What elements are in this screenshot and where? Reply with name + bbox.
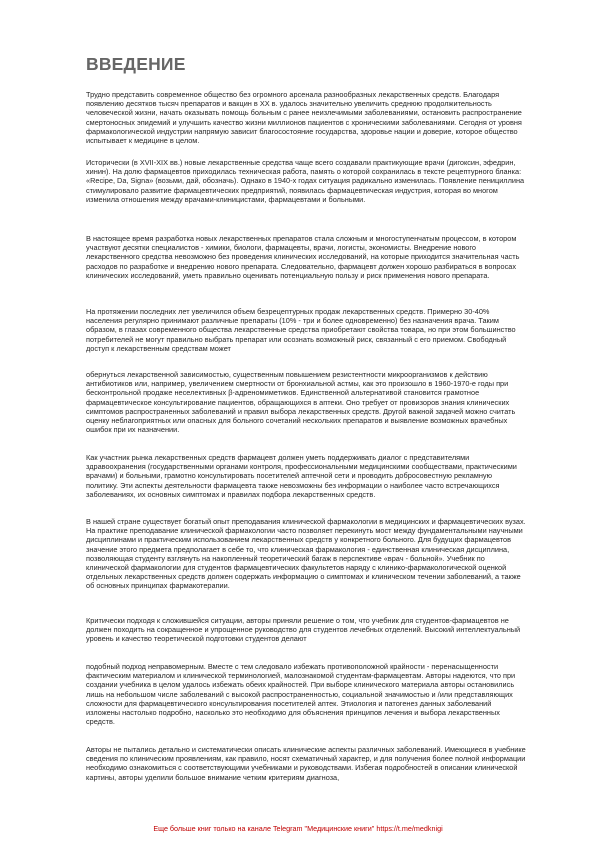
paragraph-3: В настоящее время разработка новых лекарственных препаратов стала сложным и многоступенчатым процессом, в котором участвуют десятки специалистов - химики, биологи, фармацевты, врачи, логисты, экономисты. Внедрение нового лекарственного средства невозможно без проведения клинических исследований, на которые приходится значительная часть расходов по разработке и внедрению нового препарата. Следовательно, фармацевт должен хорошо разбираться в вопросах клинических исследований, уметь правильно оценивать потенциальную пользу и риск применения нового препарата. (86, 234, 520, 280)
paragraph-10: Авторы не пытались детально и систематически описать клинические аспекты различных заболеваний. Имеющиеся в учебнике сведения по клиническим проявлениям, как правило, носят схематичный характер, и для получения более полной информации необходимо ознакомиться с соответствующими учебниками и руководствами. Избегая подробностей в описании клинической картины, авторы уделили большое внимание четким критериям диагноза, (86, 745, 526, 782)
paragraph-9: подобный подход неправомерным. Вместе с тем следовало избежать противоположной крайности - перенасыщенности фактическим материалом и клинической терминологией, малознакомой студентам-фармацевтам. Авторы надеются, что при создании учебника в целом удалось избежать обеих крайностей. При выборе клинического материала авторы остановились лишь на небольшом числе заболеваний с высокой распространенностью, социальной значимостью и /или представляющих сложности для фармацевтического консультирования посетителей аптек. Этиология и патогенез данных заболеваний изложены настолько подробно, насколько это необходимо для объяснения принципов лечения и выбора лекарственных средств. (86, 662, 516, 727)
paragraph-5: обернуться лекарственной зависимостью, существенным повышением резистентности микроорганизмов к действию антибиотиков или, например, увеличением смертности от бронхиальной астмы, как это произошло в 1960-1970-е годы при бесконтрольной продаже неселективных β-адреномиметиков. Единственной альтернативой становится грамотное фармацевтическое консультирование пациентов, обращающихся в аптеки. Оно требует от провизоров знания клинических симптомов распространенных заболеваний и правил выбора лекарственных средств. Другой важной задачей можно считать оценку неблагоприятных или опасных для больного сочетаний нескольких препаратов и выявление возможных врачебных ошибок при их назначении. (86, 370, 516, 435)
paragraph-8: Критически подходя к сложившейся ситуации, авторы приняли решение о том, что учебник для студентов-фармацевтов не должен походить на сокращенное и упрощенное руководство для студентов лечебных отделений. Высокий интеллектуальный уровень и качество теоретической подготовки студентов делают (86, 616, 521, 644)
paragraph-4: На протяжении последних лет увеличился объем безрецептурных продаж лекарственных средств. Примерно 30-40% населения регулярно принимают различные препараты (10% - три и более одновременно) без назначения врача. Таким образом, в глазах современного общества лекарственные средства приобретают свойства товара, но при этом большинство потребителей не могут правильно выбрать препарат или осознать возможный риск, связанный с его приемом. Свободный доступ к лекарственным средствам может (86, 307, 516, 353)
page-title: ВВЕДЕНИЕ (86, 54, 186, 74)
paragraph-7: В нашей стране существует богатый опыт преподавания клинической фармакологии в медицинских и фармацевтических вузах. На практике преподавание клинической фармакологии часто позволяет перекинуть мост между фундаментальными научными дисциплинами и практическим использованием лекарственных средств у конкретного больного. Для будущих фармацевтов значение этого предмета предполагает в себе то, что клиническая фармакология - единственная клиническая дисциплина, позволяющая студенту взглянуть на накопленный теоретический багаж в перспективе «врач - больной». Учебник по клинической фармакологии для студентов фармацевтических факультетов наряду с клинико-фармакологической оценкой отдельных лекарственных средств должен содержать информацию о симптомах и клиническом течении заболеваний, а также об основных принципах фармакотерапии. (86, 517, 526, 591)
paragraph-6: Как участник рынка лекарственных средств фармацевт должен уметь поддерживать диалог с представителями здравоохранения (государственными органами контроля, профессиональными медицинскими сообществами, практическими врачами) и больными, грамотно консультировать посетителей аптечной сети и проводить добросовестную рекламную политику. Эти аспекты деятельности фармацевта также невозможны без информации о наиболее часто встречающихся заболеваниях, их основных симптомах и правилах подбора лекарственных средств. (86, 453, 517, 499)
footer-telegram-note: Еще больше книг только на канале Telegram "Медицинские книги" https://t.me/medknigi (153, 824, 443, 833)
paragraph-2: Исторически (в XVII-XIX вв.) новые лекарственные средства чаще всего создавали практикующие врачи (дигоксин, эфедрин, хинин). На долю фармацевтов приходилась техническая работа, память о которой сохранилась в тексте рецептурного бланка: «Recipe, Da, Signa» (возьми, дай, обозначь). Однако в 1940-х годах ситуация радикально изменилась. Появление пенициллина стимулировало развитие фармацевтических предприятий, появилась фармацевтическая индустрия, которая во многом изменила отношения между врачами-клиницистами, фармацевтами и больными. (86, 158, 525, 204)
paragraph-1: Трудно представить современное общество без огромного арсенала разнообразных лекарственных средств. Благодаря появлению десятков тысяч препаратов и вакцин в XX в. удалось значительно увеличить среднюю продолжительность человеческой жизни, начать оказывать помощь больным с ранее неизлечимыми заболеваниями, остановить распространение смертоносных эпидемий и улучшить качество жизни миллионов пациентов с хроническими заболеваниями. Сегодня от уровня фармакологической индустрии напрямую зависит благосостояние государства, здоровье нации и доверие, которое общество испытывает к медицине в целом. (86, 90, 522, 146)
